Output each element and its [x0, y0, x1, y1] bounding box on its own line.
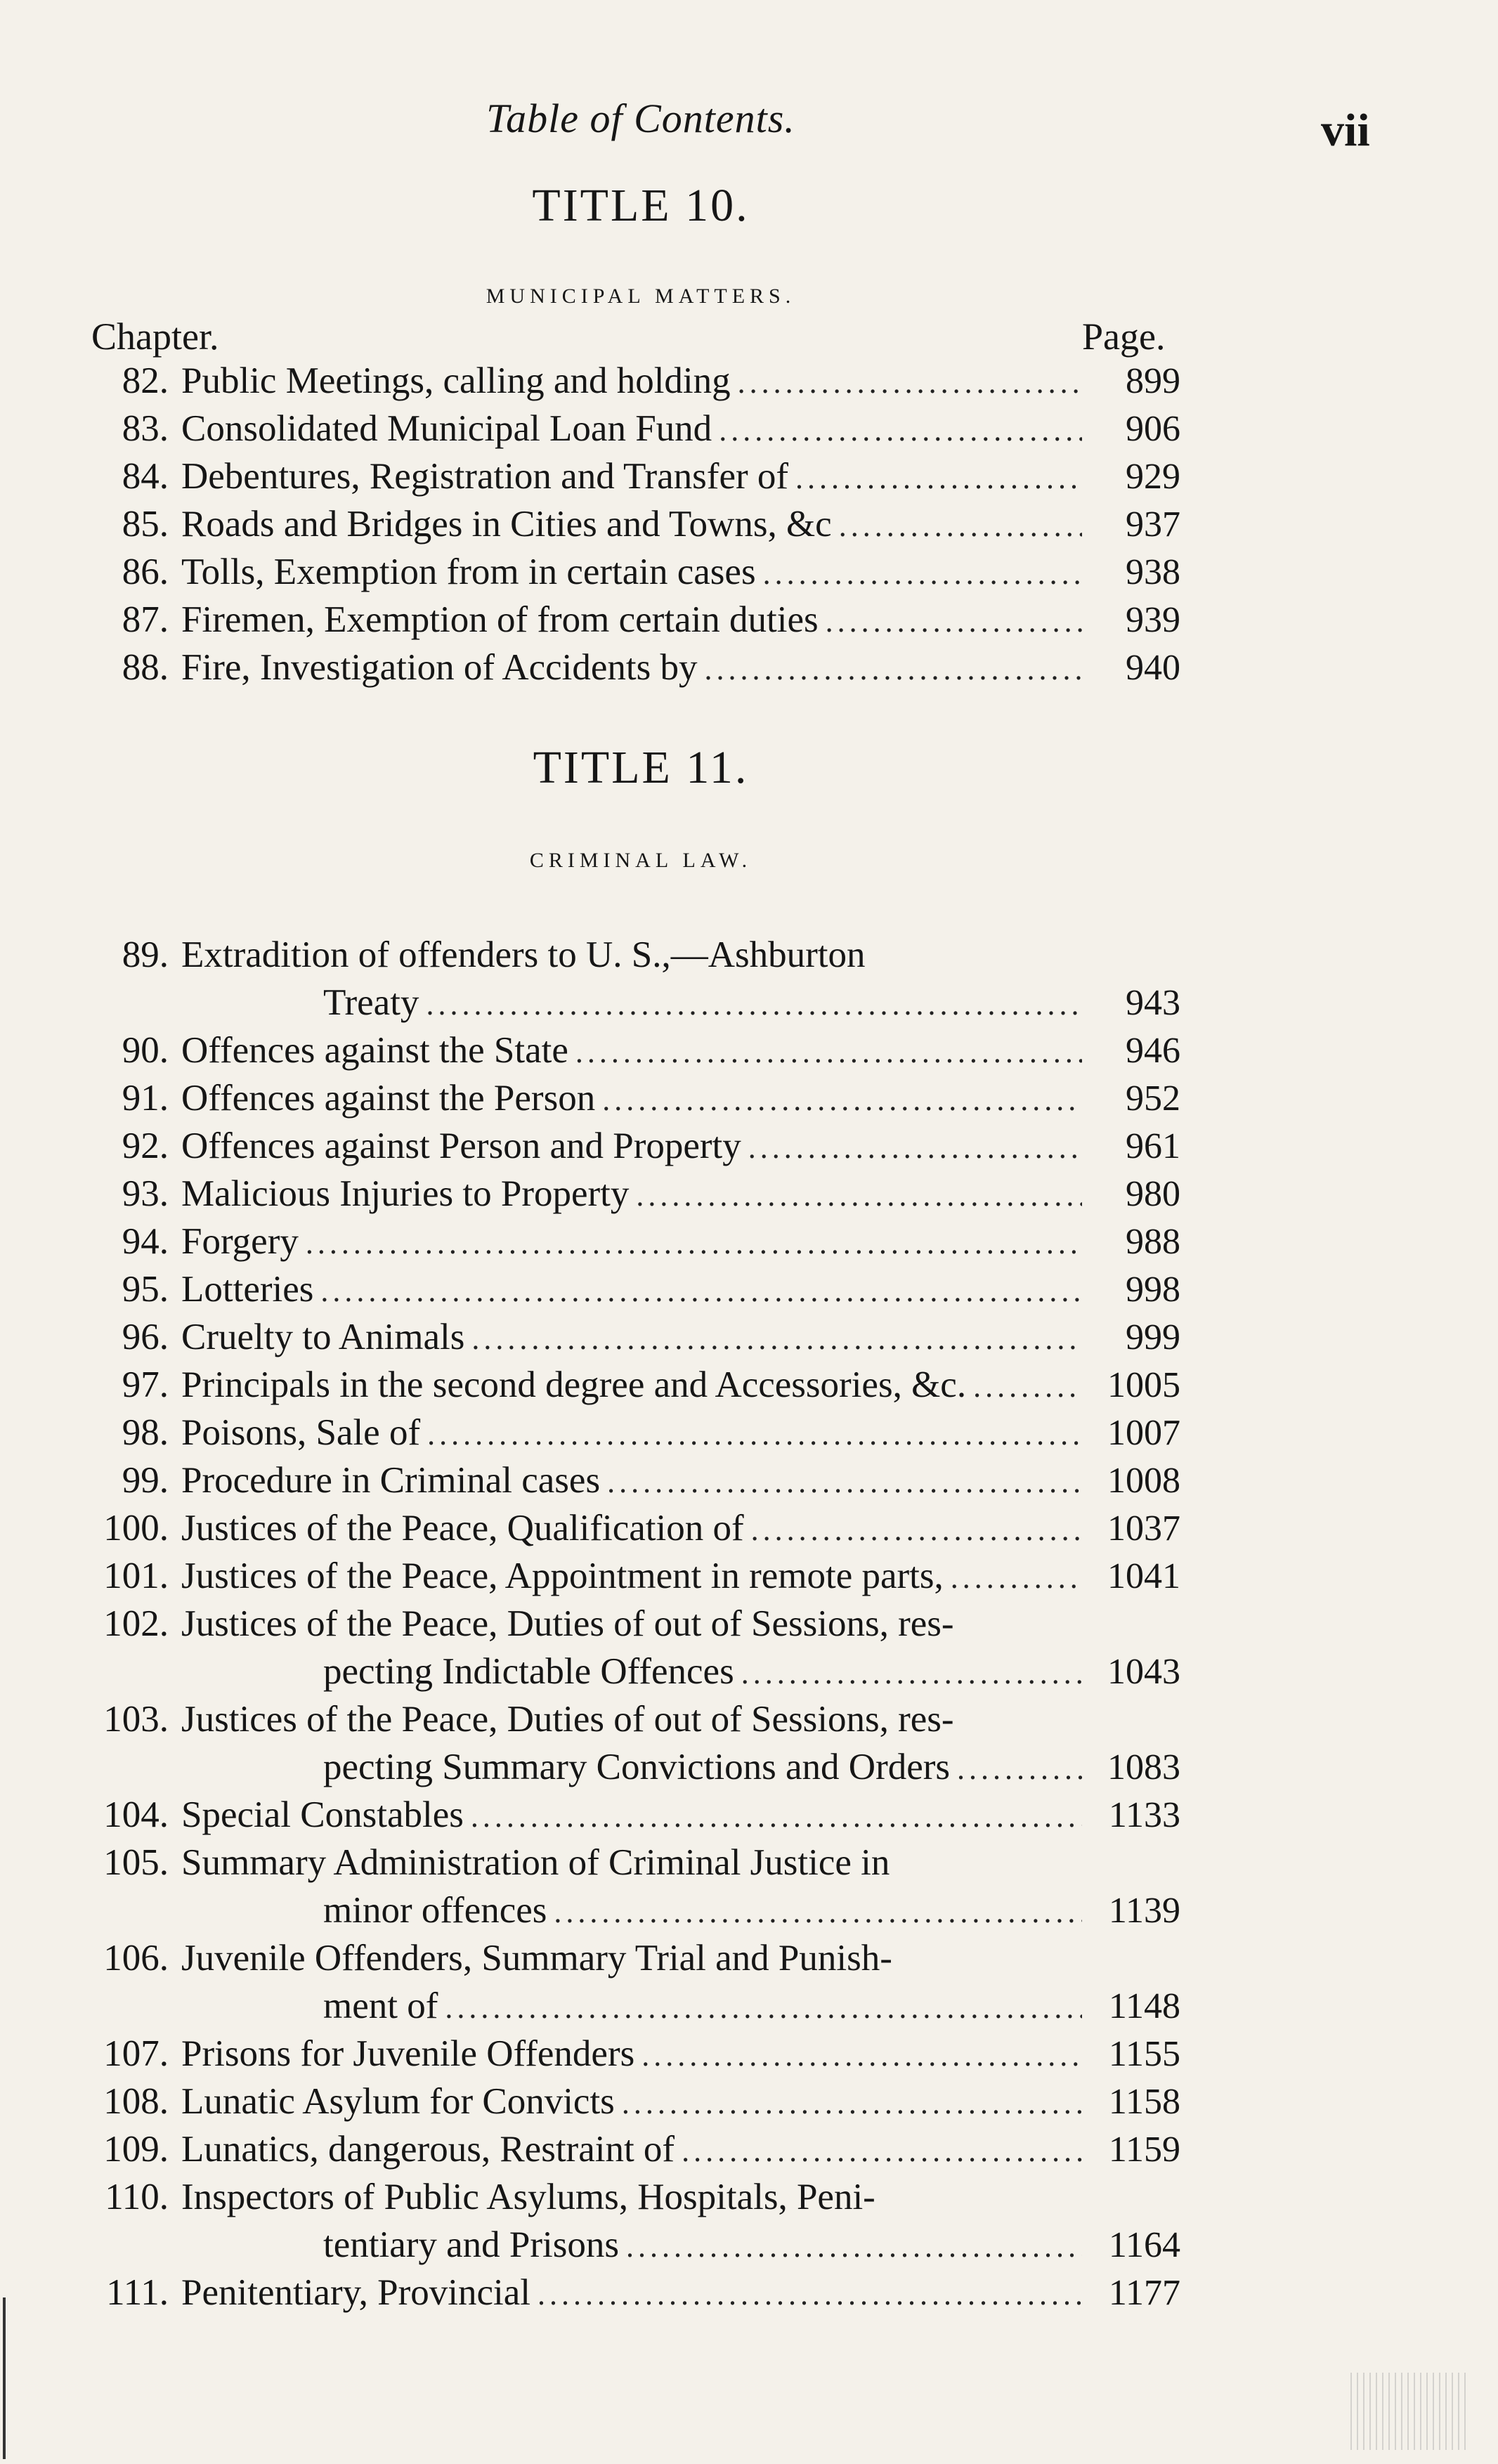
chapter-number: 104. [103, 1794, 169, 1835]
section-title-10: TITLE 10. [532, 180, 750, 231]
toc-entry-line [63, 1934, 1180, 1982]
chapter-number: 84. [122, 456, 169, 497]
toc-entry-line [63, 1265, 1180, 1313]
chapter-number: 111. [106, 2272, 169, 2313]
chapter-title: Debentures, Registration and Transfer of [181, 456, 789, 497]
toc-entry [63, 1218, 1180, 1265]
chapter-title: Offences against the Person [181, 1078, 596, 1119]
toc-entry [63, 1456, 1180, 1504]
page-folio: vii [1321, 105, 1370, 156]
chapter-number: 110. [105, 2177, 169, 2217]
dot-leader [951, 1554, 1082, 1602]
chapter-number: 89. [122, 934, 169, 975]
page-number: 1133 [1108, 1795, 1180, 1835]
dot-leader [626, 2223, 1082, 2271]
page-number: 906 [1126, 409, 1180, 449]
toc-entry-continuation [63, 1886, 1180, 1934]
chapter-number: 90. [122, 1030, 169, 1071]
toc-entry-line [63, 2173, 1180, 2221]
chapter-number: 86. [122, 552, 169, 592]
chapter-title: pecting Summary Convictions and Orders [323, 1747, 951, 1787]
dot-leader [554, 1889, 1082, 1936]
toc-entry [63, 548, 1180, 596]
chapter-number: 100. [103, 1508, 169, 1549]
section-title-11: TITLE 11. [533, 742, 749, 793]
chapter-title: Offences against the State [181, 1030, 568, 1071]
dot-leader [636, 1172, 1082, 1220]
chapter-number: 92. [122, 1126, 169, 1166]
page-number: 1007 [1107, 1413, 1180, 1453]
toc-entry [63, 1265, 1180, 1313]
toc-entry [63, 452, 1180, 500]
toc-entry-line [63, 1122, 1180, 1170]
chapter-title: Justices of the Peace, Duties of out of Sessions, res- [181, 1603, 954, 1644]
toc-entry-line [63, 1361, 1180, 1409]
chapter-title: Roads and Bridges in Cities and Towns, &c [181, 504, 832, 545]
toc-entry [63, 1839, 1180, 1934]
toc-entry [63, 1026, 1180, 1074]
column-header-chapter: Chapter. [91, 315, 219, 358]
toc-entry-continuation [63, 1982, 1180, 2030]
toc-entry [63, 1934, 1180, 2030]
dot-leader [748, 1124, 1082, 1172]
toc-entry [63, 1122, 1180, 1170]
page-number: 1037 [1107, 1508, 1180, 1549]
chapter-number: 101. [103, 1556, 169, 1596]
toc-entry-line [63, 1313, 1180, 1361]
dot-leader [427, 1411, 1082, 1459]
chapter-number: 82. [122, 360, 169, 401]
running-title: Table of Contents. [486, 96, 795, 141]
page-number: 961 [1126, 1126, 1180, 1166]
toc-entry [63, 2078, 1180, 2125]
toc-entry-line [63, 1170, 1180, 1218]
chapter-number: 105. [103, 1842, 169, 1883]
dot-leader [973, 1363, 1082, 1411]
chapter-number: 106. [103, 1938, 169, 1979]
toc-entry [63, 1409, 1180, 1456]
page-number: 1158 [1108, 2082, 1180, 2122]
toc-entry [63, 1170, 1180, 1218]
chapter-title: Justices of the Peace, Duties of out of Sessions, res- [181, 1699, 954, 1740]
dot-leader [719, 407, 1082, 455]
toc-entry-line [63, 596, 1180, 644]
toc-entry-line [63, 1504, 1180, 1552]
chapter-number: 96. [122, 1317, 169, 1357]
page-number: 946 [1126, 1031, 1180, 1071]
chapter-number: 87. [122, 599, 169, 640]
toc-entry [63, 1504, 1180, 1552]
dot-leader [575, 1029, 1082, 1076]
chapter-title: Malicious Injuries to Property [181, 1173, 630, 1214]
dot-leader [738, 359, 1082, 407]
toc-entry [63, 1313, 1180, 1361]
toc-entry-line [63, 1600, 1180, 1648]
page-number: 939 [1126, 600, 1180, 640]
toc-entry-line [63, 452, 1180, 500]
toc-entry-line [63, 2078, 1180, 2125]
toc-entry-line [63, 1026, 1180, 1074]
chapter-title: Lotteries [181, 1269, 314, 1310]
page-number: 1005 [1107, 1365, 1180, 1405]
toc-entry [63, 2030, 1180, 2078]
chapter-title: Special Constables [181, 1794, 464, 1835]
toc-entry [63, 2125, 1180, 2173]
dot-leader [795, 455, 1082, 502]
chapter-title: Inspectors of Public Asylums, Hospitals, Peni- [181, 2177, 875, 2217]
chapter-title: Penitentiary, Provincial [181, 2272, 531, 2313]
chapter-title: Forgery [181, 1221, 299, 1262]
dot-leader [622, 2080, 1082, 2127]
chapter-title: Extradition of offenders to U. S.,—Ashburton [181, 934, 866, 975]
chapter-title: Procedure in Criminal cases [181, 1460, 601, 1501]
toc-entry-line [63, 644, 1180, 691]
toc-entry-line [63, 548, 1180, 596]
dot-leader [957, 1745, 1082, 1793]
chapter-title: Justices of the Peace, Appointment in remote parts, [181, 1556, 944, 1596]
dot-leader [602, 1076, 1082, 1124]
toc-entry [63, 2173, 1180, 2269]
dot-leader [741, 1650, 1082, 1697]
page-number: 1041 [1107, 1556, 1180, 1596]
dot-leader [426, 981, 1082, 1029]
dot-leader [682, 2127, 1082, 2175]
toc-entry [63, 500, 1180, 548]
chapter-number: 97. [122, 1364, 169, 1405]
chapter-title: pecting Indictable Offences [323, 1651, 734, 1692]
chapter-number: 93. [122, 1173, 169, 1214]
page-edge-mark [3, 2297, 6, 2459]
toc-entry [63, 1600, 1180, 1695]
toc-entry-line [63, 1218, 1180, 1265]
dot-leader [641, 2032, 1082, 2080]
chapter-number: 108. [103, 2081, 169, 2122]
page-number: 899 [1126, 361, 1180, 401]
page-number: 937 [1126, 504, 1180, 545]
chapter-number: 88. [122, 647, 169, 688]
toc-entry-continuation [63, 1648, 1180, 1695]
toc-entry [63, 1074, 1180, 1122]
chapter-number: 99. [122, 1460, 169, 1501]
chapter-number: 98. [122, 1412, 169, 1453]
toc-entry-line [63, 1074, 1180, 1122]
chapter-title: Consolidated Municipal Loan Fund [181, 408, 712, 449]
page-number: 988 [1126, 1222, 1180, 1262]
toc-entry [63, 405, 1180, 452]
toc-entry [63, 1791, 1180, 1839]
toc-entry-line [63, 2269, 1180, 2316]
dot-leader [306, 1220, 1082, 1267]
page-number: 999 [1126, 1317, 1180, 1357]
toc-entry-line [63, 500, 1180, 548]
chapter-number: 83. [122, 408, 169, 449]
chapter-title: Tolls, Exemption from in certain cases [181, 552, 756, 592]
chapter-number: 85. [122, 504, 169, 545]
toc-entry-line [63, 357, 1180, 405]
page-number: 1148 [1108, 1986, 1180, 2026]
chapter-number: 102. [103, 1603, 169, 1644]
section-subtitle-10: MUNICIPAL MATTERS. [486, 285, 796, 308]
chapter-title: Summary Administration of Criminal Justice in [181, 1842, 890, 1883]
toc-entry-line [63, 2030, 1180, 2078]
toc-entry [63, 2269, 1180, 2316]
chapter-number: 95. [122, 1269, 169, 1310]
chapter-number: 103. [103, 1699, 169, 1740]
page-number: 998 [1126, 1270, 1180, 1310]
toc-entry-line [63, 1695, 1180, 1743]
chapter-number: 107. [103, 2033, 169, 2074]
dot-leader [751, 1506, 1082, 1554]
page-number: 943 [1126, 983, 1180, 1023]
section-subtitle-11: CRIMINAL LAW. [529, 849, 753, 872]
chapter-title: Lunatic Asylum for Convicts [181, 2081, 615, 2122]
chapter-number: 91. [122, 1078, 169, 1119]
dot-leader [445, 1984, 1082, 2032]
toc-list-title-11 [63, 931, 1180, 2316]
chapter-title: Juvenile Offenders, Summary Trial and Punish- [181, 1938, 892, 1979]
chapter-title: Lunatics, dangerous, Restraint of [181, 2129, 675, 2170]
toc-entry [63, 596, 1180, 644]
dot-leader [538, 2271, 1082, 2319]
page-number: 929 [1126, 457, 1180, 497]
chapter-title: Justices of the Peace, Qualification of [181, 1508, 744, 1549]
toc-entry-line [63, 1456, 1180, 1504]
chapter-title: tentiary and Prisons [323, 2224, 619, 2265]
page-number: 1177 [1108, 2273, 1180, 2313]
toc-entry [63, 1361, 1180, 1409]
page-number: 1139 [1108, 1891, 1180, 1931]
toc-entry-continuation [63, 979, 1180, 1026]
paper-speckle [1350, 2373, 1470, 2450]
column-header-page: Page. [1082, 315, 1166, 358]
toc-entry-line [63, 2125, 1180, 2173]
toc-entry-line [63, 1839, 1180, 1886]
page-number: 980 [1126, 1174, 1180, 1214]
dot-leader [320, 1267, 1082, 1315]
chapter-number: 109. [103, 2129, 169, 2170]
toc-entry-line [63, 1409, 1180, 1456]
page-number: 952 [1126, 1078, 1180, 1119]
toc-list-title-10 [63, 357, 1180, 691]
toc-entry-continuation [63, 2221, 1180, 2269]
chapter-number: 94. [122, 1221, 169, 1262]
chapter-title: Firemen, Exemption of from certain duties [181, 599, 819, 640]
chapter-title: ment of [323, 1986, 438, 2026]
dot-leader [839, 502, 1082, 550]
dot-leader [607, 1459, 1082, 1506]
page-number: 1164 [1108, 2225, 1180, 2265]
toc-entry-line [63, 1791, 1180, 1839]
page-number: 1083 [1107, 1747, 1180, 1787]
chapter-title: Principals in the second degree and Accessories, &c. [181, 1364, 967, 1405]
chapter-title: Poisons, Sale of [181, 1412, 421, 1453]
chapter-title: Public Meetings, calling and holding [181, 360, 731, 401]
dot-leader [471, 1793, 1082, 1841]
toc-entry-continuation [63, 1743, 1180, 1791]
page-number: 1155 [1108, 2034, 1180, 2074]
chapter-title: minor offences [323, 1890, 547, 1931]
page-number: 940 [1126, 648, 1180, 688]
toc-entry-line [63, 1552, 1180, 1600]
toc-entry-line [63, 405, 1180, 452]
dot-leader [705, 646, 1083, 693]
page-number: 1159 [1108, 2130, 1180, 2170]
dot-leader [763, 550, 1082, 598]
chapter-title: Prisons for Juvenile Offenders [181, 2033, 635, 2074]
toc-entry [63, 1552, 1180, 1600]
chapter-title: Cruelty to Animals [181, 1317, 465, 1357]
page-number: 938 [1126, 552, 1180, 592]
chapter-title: Offences against Person and Property [181, 1126, 741, 1166]
toc-entry [63, 931, 1180, 1026]
chapter-title: Fire, Investigation of Accidents by [181, 647, 698, 688]
chapter-title: Treaty [323, 982, 419, 1023]
toc-entry [63, 1695, 1180, 1791]
dot-leader [826, 598, 1082, 646]
page-number: 1008 [1107, 1461, 1180, 1501]
toc-entry [63, 644, 1180, 691]
dot-leader [471, 1315, 1082, 1363]
toc-entry [63, 357, 1180, 405]
toc-entry-line [63, 931, 1180, 979]
page-number: 1043 [1107, 1652, 1180, 1692]
